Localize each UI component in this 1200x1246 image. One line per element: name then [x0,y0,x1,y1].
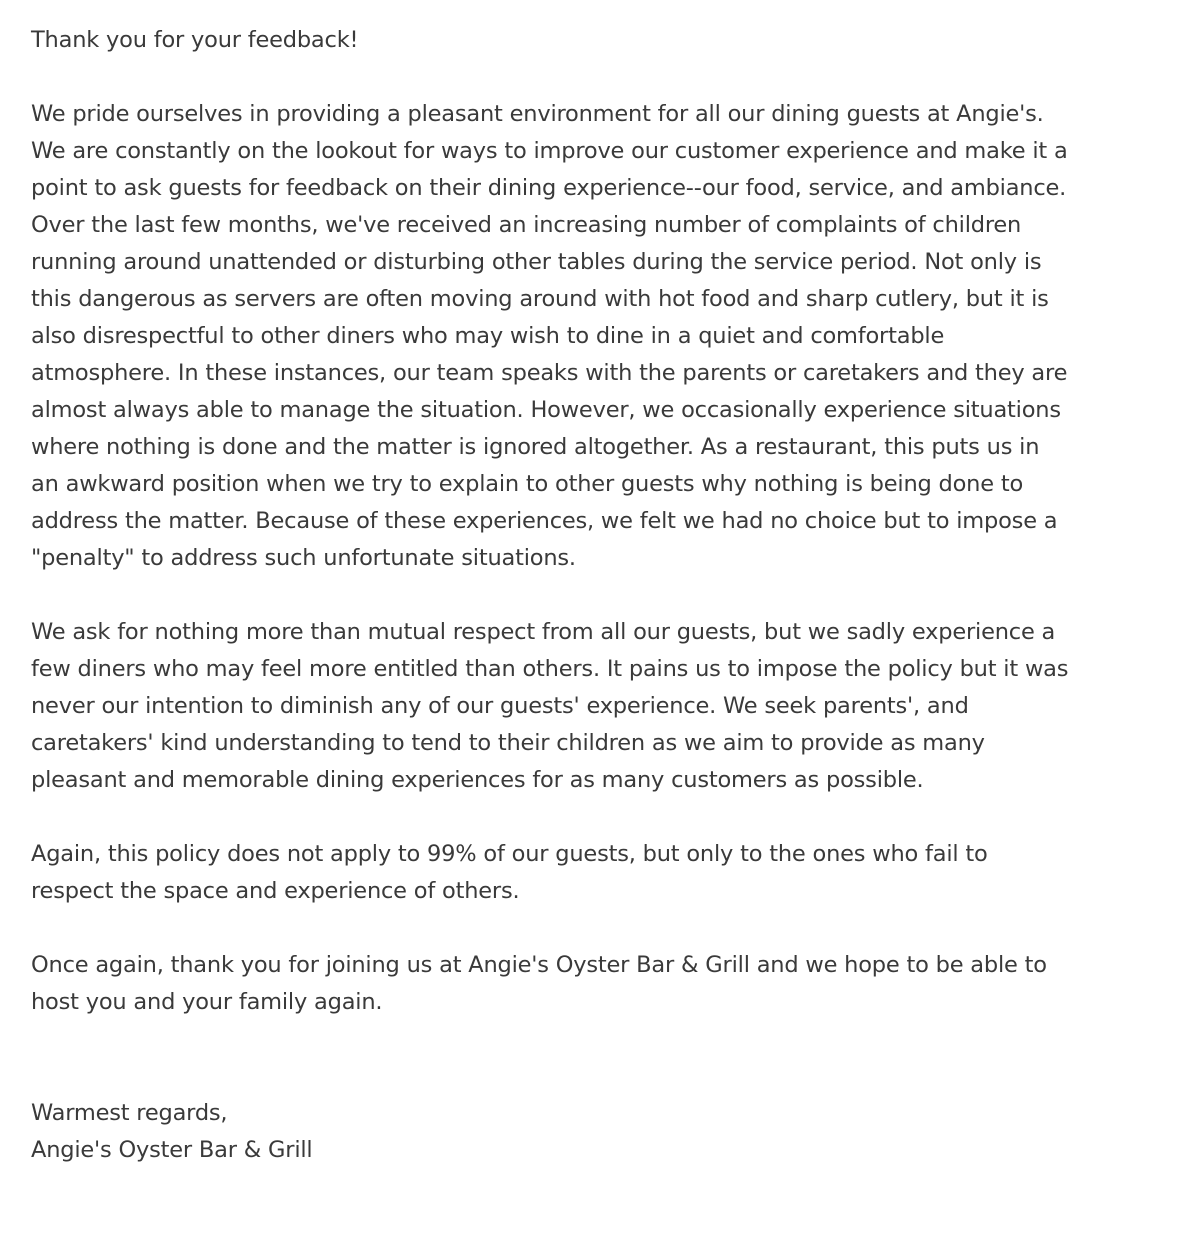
reply-signature: Angie's Oyster Bar & Grill [31,1137,313,1163]
reply-paragraph: We pride ourselves in providing a pleasant environment for all our dining guests at Angie's. We are constantly on the lookout for ways to improve our customer experience and make it a point to ask guests for feedback on their dining experience--our food, service, and ambiance. Over the last few months, we've received an increasing number of complaints of children running around unattended or disturbing other tables during the service period. Not only is this dangerous as servers are often moving around with hot food and sharp cutlery, but it is also disrespectful to other diners who may wish to dine in a quiet and comfortable atmosphere. In these instances, our team speaks with the parents or caretakers and they are almost always able to manage the situation. However, we occasionally experience situations where nothing is done and the matter is ignored altogether. As a restaurant, this puts us in an awkward position when we try to explain to other guests why nothing is being done to address the matter. Because of these experiences, we felt we had no choice but to impose a "penalty" to address such unfortunate situations. [31,101,1068,571]
reply-greeting: Thank you for your feedback! [31,27,359,53]
reply-paragraph: We ask for nothing more than mutual respect from all our guests, but we sadly experience a few diners who may feel more entitled than others. It pains us to impose the policy but it was never our intention to diminish any of our guests' experience. We seek parents', and caretakers' kind understanding to tend to their children as we aim to provide as many pleasant and memorable dining experiences for as many customers as possible. [31,619,1069,793]
owner-reply [31,22,1071,1169]
reply-closing: Warmest regards, [31,1100,228,1126]
reply-paragraph: Again, this policy does not apply to 99% of our guests, but only to the ones who fail to respect the space and experience of others. [31,841,988,904]
reply-paragraph: Once again, thank you for joining us at Angie's Oyster Bar & Grill and we hope to be able to host you and your family again. [31,952,1047,1015]
